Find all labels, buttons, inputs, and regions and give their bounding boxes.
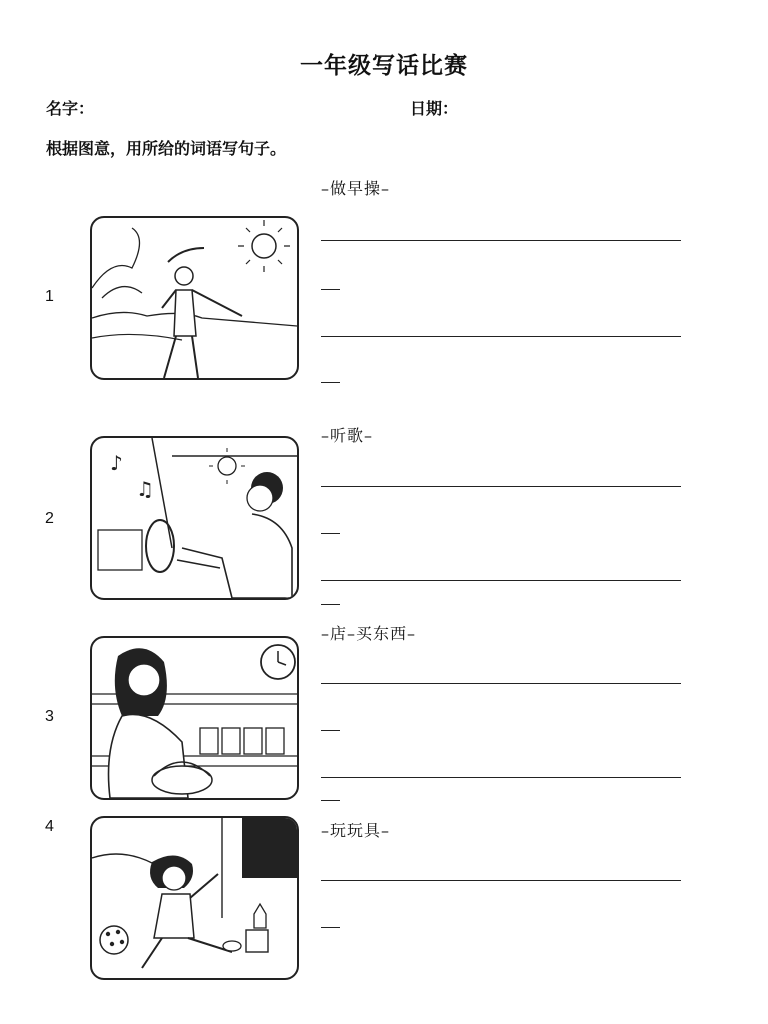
question-keyword-1: –做早操– xyxy=(321,179,391,198)
question-number-4: 4 xyxy=(45,818,54,835)
question-number-3: 3 xyxy=(45,708,54,725)
answer-line[interactable] xyxy=(321,683,681,684)
answer-line[interactable] xyxy=(321,336,681,337)
answer-line-end[interactable] xyxy=(321,800,340,801)
man-driving-listening-music-picture xyxy=(90,436,299,600)
answer-line-end[interactable] xyxy=(321,927,340,928)
svg-text:♫: ♫ xyxy=(136,477,154,501)
answer-line[interactable] xyxy=(321,880,681,881)
answer-line-end[interactable] xyxy=(321,382,340,383)
man-doing-morning-exercise-picture xyxy=(90,216,299,380)
instruction-text: 根据图意，用所给的词语写句子。 xyxy=(46,139,287,158)
answer-line[interactable] xyxy=(321,580,681,581)
woman-shopping-in-store-picture xyxy=(90,636,299,800)
name-label: 名字： xyxy=(46,99,95,118)
question-keyword-3: –店–买东西– xyxy=(321,624,417,643)
worksheet-title: 一年级写话比赛 xyxy=(300,52,468,79)
answer-line-end[interactable] xyxy=(321,289,340,290)
answer-line-end[interactable] xyxy=(321,730,340,731)
answer-line[interactable] xyxy=(321,240,681,241)
question-keyword-2: –听歌– xyxy=(321,426,374,445)
answer-line-end[interactable] xyxy=(321,533,340,534)
answer-line-end[interactable] xyxy=(321,604,340,605)
answer-line[interactable] xyxy=(321,486,681,487)
girl-playing-with-toys-picture xyxy=(90,816,299,980)
question-number-2: 2 xyxy=(45,510,54,527)
svg-text:♪: ♪ xyxy=(110,451,123,475)
question-keyword-4: –玩玩具– xyxy=(321,821,391,840)
answer-line[interactable] xyxy=(321,777,681,778)
question-number-1: 1 xyxy=(45,288,54,305)
date-label: 日期： xyxy=(410,99,459,118)
